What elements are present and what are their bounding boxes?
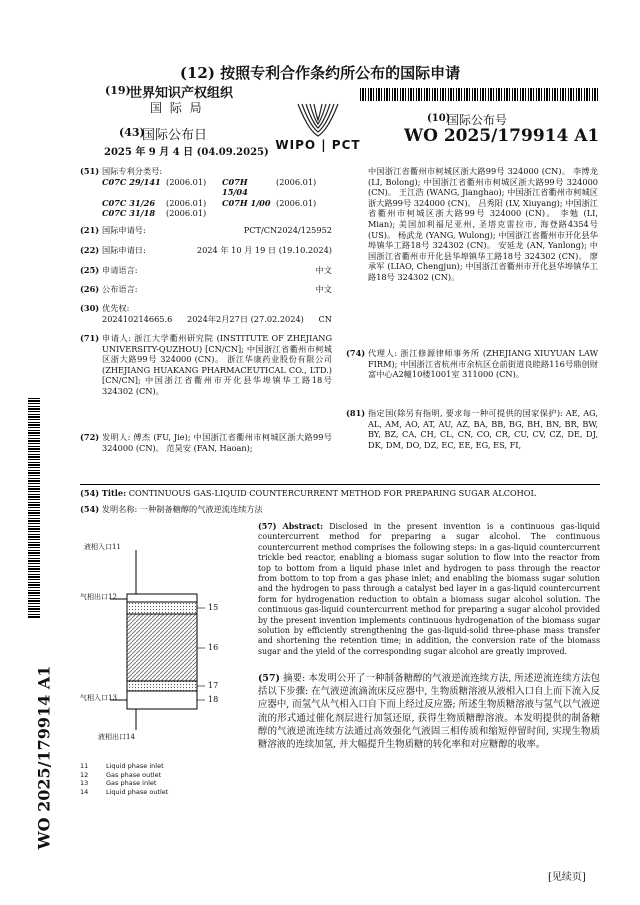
legend-row: 14 Liquid phase outlet <box>80 787 169 796</box>
pubdate-code: (43) <box>119 126 145 139</box>
catalyst-bed-16 <box>127 614 197 681</box>
field-21 <box>80 225 332 236</box>
top-barcode <box>360 88 600 101</box>
org-code: (19) <box>105 84 131 97</box>
pubno-label: 国际公布号 <box>447 113 508 127</box>
field-72-code: (72) <box>80 432 100 442</box>
abstract-zh-code: (57) <box>258 673 280 684</box>
separator-line <box>80 484 600 485</box>
org-sub: 国 际 局 <box>150 101 204 115</box>
title-zh: 一种制备糖醇的气液逆流连续方法 <box>139 504 263 514</box>
label-gas-inlet: 气相入口13 <box>80 694 117 702</box>
label-17: 17 <box>208 681 219 690</box>
ipc-version: (2006.01) <box>276 176 317 187</box>
application-number: PCT/CN2024/125952 <box>243 225 332 235</box>
side-barcode <box>28 398 40 618</box>
abstract-en-text: Disclosed in the present invention is a continuous gas-liquid countercurrent method for preparing a sugar alcohol. The continuous countercurrent method comprises the following steps: in a gas-liquid countercurrent trickle bed reactor, enabling a biomass sugar solution to flow into the reactor from top to bottom from a liquid phase inlet and hydrogen to pass through the reactor from bottom to top from a gas phase inlet; and enabling the biomass sugar solution and the hydrogen to pass through a catalyst bed layer in a gas-liquid countercurrent form for hydrogenation reduction to obtain a biomass sugar alcohol solution. The continuous gas-liquid countercurrent method for preparing a sugar alcohol provided by the present invention implements continuous hydrogenation of the biomass sugar solution by efficiently strengthening the gas-liquid-solid three-phase mass transfer and shortening the retention time; in addition, the conversion rate of the biomass sugar and the yield of the corresponding sugar alcohol are greatly improved. <box>258 522 600 656</box>
priority-number: 202410214665.6 <box>102 313 173 324</box>
inventors-continued: 中国浙江省衢州市柯城区浙大路99号 324000 (CN)。 李博龙 (LI, Bolong); 中国浙江省衢州市柯城区浙大路99号 324000 (CN)。 王江浩 (WANG, Jianghao); 中国浙江省衢州市柯城区浙大路99号 324000 (CN)。 吕秀阳 (LV, Xiuyang); 中国浙江省衢州市柯城区浙大路99号 324000 (CN)。 李勉 (LI, Mian); 美国加利福尼亚州, 圣塔克雷拉市, 海登路4354号 (US)。 杨武龙 (YANG, Wulong); 中国浙江省衢州市开化县华埠镇华工路18号 324302 (CN)。 安延龙 (AN, Yanlong); 中国浙江省衢州市开化县华埠镇华工路18号 324302 (CN)。 廖承军 (LIAO, Chengjun); 中国浙江省衢州市开化县华埠镇华工路18号 324302 (CN)。 <box>368 166 598 282</box>
title-zh-row <box>80 504 600 515</box>
priority-date: 2024年2月27日 (27.02.2024) <box>186 313 304 324</box>
org-name: 世界知识产权组织 <box>129 86 234 101</box>
field-25-code: (25) <box>80 265 100 275</box>
applicants: 申请人: 浙江大学衢州研究院 (INSTITUTE OF ZHEJIANG UNIVERSITY-QUZHOU) [CN/CN]; 中国浙江省衢州市柯城区浙大路99号 324000 (CN)。 浙江华康药业股份有限公司 (ZHEJIANG HUAKANG PHARMACEUTICAL CO., LTD.) [CN/CN]; 中国浙江省衢州市开化县华埠镇华工路18号 324302 (CN)。 <box>102 333 332 396</box>
reactor-top-section <box>127 594 197 602</box>
reactor-layer-15 <box>127 602 197 614</box>
pubdate-label: 国际公布日 <box>142 128 208 143</box>
field-25-label: 申请语言: <box>102 265 138 275</box>
ipc-code: C07C 31/18 <box>102 208 156 219</box>
title-en-row <box>80 488 600 499</box>
pubdate-value: 2025 年 9 月 4 日 (04.09.2025) <box>104 147 269 158</box>
legend-row: 13 Gas phase inlet <box>80 779 157 787</box>
field-26-code: (26) <box>80 284 100 294</box>
field-25 <box>80 265 332 276</box>
title-en: CONTINUOUS GAS-LIQUID COUNTERCURRENT METHOD FOR PREPARING SUGAR ALCOHOL <box>128 488 536 498</box>
field-30-label: 优先权: <box>102 303 130 313</box>
field-30-code: (30) <box>80 303 100 313</box>
label-liquid-outlet: 液相出口14 <box>98 733 135 741</box>
reactor-figure <box>80 530 250 750</box>
title-zh-label: 发明名称: <box>101 504 138 514</box>
ipc-row <box>102 177 332 198</box>
legend-row: 12 Gas phase outlet <box>80 770 162 779</box>
pubno-code: (10) <box>427 113 451 124</box>
label-15: 15 <box>208 603 219 612</box>
document-title: (12) 按照专利合作条约所公布的国际申请 <box>179 64 461 82</box>
ipc-version: (2006.01) <box>166 208 207 219</box>
abstract-en <box>258 522 600 657</box>
reactor-bottom-18 <box>127 691 197 709</box>
filing-date: 2024 年 10 月 19 日 (19.10.2024) <box>196 245 332 255</box>
ipc-row <box>102 208 332 219</box>
field-22-label: 国际申请日: <box>102 245 146 255</box>
ipc-row <box>102 198 332 209</box>
field-81-code: (81) <box>346 408 366 418</box>
wipo-logo-text: WIPO | PCT <box>275 138 361 152</box>
reactor-diagram <box>80 530 250 750</box>
side-publication-number: WO 2025/179914 A1 <box>34 665 54 850</box>
field-74 <box>346 348 598 380</box>
field-71 <box>80 333 332 397</box>
label-liquid-inlet: 液相入口11 <box>84 543 121 551</box>
label-16: 16 <box>208 643 219 652</box>
field-51-label: 国际专利分类号: <box>102 166 163 176</box>
pubno-value: WO 2025/179914 A1 <box>404 126 600 146</box>
ipc-code: C07H 1/00 <box>222 197 271 208</box>
wipo-emblem-icon <box>268 100 368 140</box>
filing-language: 中文 <box>315 265 332 275</box>
ipc-version: (2006.01) <box>166 197 207 208</box>
label-gas-outlet: 气相出口12 <box>80 593 117 601</box>
field-22 <box>80 245 332 256</box>
abstract-zh <box>258 672 600 751</box>
ipc-version: (2006.01) <box>276 197 317 208</box>
designated-states: 指定国(除另有指明, 要求每一种可提供的国家保护): AE, AG, AL, AM, AO, AT, AU, AZ, BA, BB, BG, BH, BN, BR, BW, BY, BZ, CA, CH, CL, CN, CO, CR, CU, CV, CZ, DE, DJ, DK, DM, DO, DZ, EC, EE, EG, ES, FI, <box>368 408 598 450</box>
ipc-code: C07H 15/04 <box>222 176 248 198</box>
publication-language: 中文 <box>315 284 332 294</box>
title-en-code: (54) <box>80 488 100 498</box>
ipc-code: C07C 29/141 <box>102 176 161 187</box>
field-21-code: (21) <box>80 225 100 235</box>
priority-country: CN <box>318 313 332 324</box>
abstract-zh-label: 摘要: <box>283 673 306 684</box>
field-71-code: (71) <box>80 333 100 343</box>
ipc-table <box>102 177 332 219</box>
field-74-code: (74) <box>346 348 366 358</box>
field-22-code: (22) <box>80 245 100 255</box>
label-18: 18 <box>208 695 219 704</box>
abstract-en-label: Abstract: <box>282 522 324 531</box>
field-30 <box>80 303 332 324</box>
reactor-layer-17 <box>127 681 197 691</box>
field-26-label: 公布语言: <box>102 284 138 294</box>
title-en-label: Title: <box>101 488 127 498</box>
continued-note: [见续页] <box>548 872 586 883</box>
field-51 <box>80 166 332 219</box>
inventors: 发明人: 傅杰 (FU, Jie); 中国浙江省衢州市柯城区浙大路99号 324000 (CN)。 范昊安 (FAN, Haoan); <box>102 432 332 453</box>
abstract-zh-text: 本发明公开了一种制备糖醇的气液逆流连续方法, 所述逆流连续方法包括以下步骤: 在气液逆流滴流床反应器中, 生物质糖溶液从液相入口自上而下流入反应器中, 而氢气从气相入口自下而上经过反应器; 所述生物质糖溶液与氢气以气液逆流的形式通过催化剂层进行加氢还原, 获得生物质糖醇溶液。本发明提供的制备糖醇的气液逆流连续方法通过高效强化气液固三相传质和缩短停留时间, 实现生物质糖溶液的连续加氢, 并大幅提升生物质糖的转化率和对应糖醇的收率。 <box>258 673 601 751</box>
field-81 <box>346 408 598 450</box>
title-zh-code: (54) <box>80 504 100 514</box>
field-72 <box>80 432 332 453</box>
abstract-en-code: (57) <box>258 522 277 531</box>
legend-row: 11 Liquid phase inlet <box>80 762 164 770</box>
wipo-logo <box>268 100 368 155</box>
ipc-version: (2006.01) <box>166 176 207 187</box>
ipc-code: C07C 31/26 <box>102 197 156 208</box>
agent: 代理人: 浙江修源律师事务所 (ZHEJIANG XIUYUAN LAW FIRM); 中国浙江省杭州市余杭区仓前街道良睦路116号鼎创财富中心A2幢10楼1001室 311000 (CN)。 <box>368 348 598 380</box>
field-26 <box>80 284 332 295</box>
field-51-code: (51) <box>80 166 100 176</box>
figure-legend <box>80 762 250 796</box>
field-21-label: 国际申请号: <box>102 225 146 235</box>
